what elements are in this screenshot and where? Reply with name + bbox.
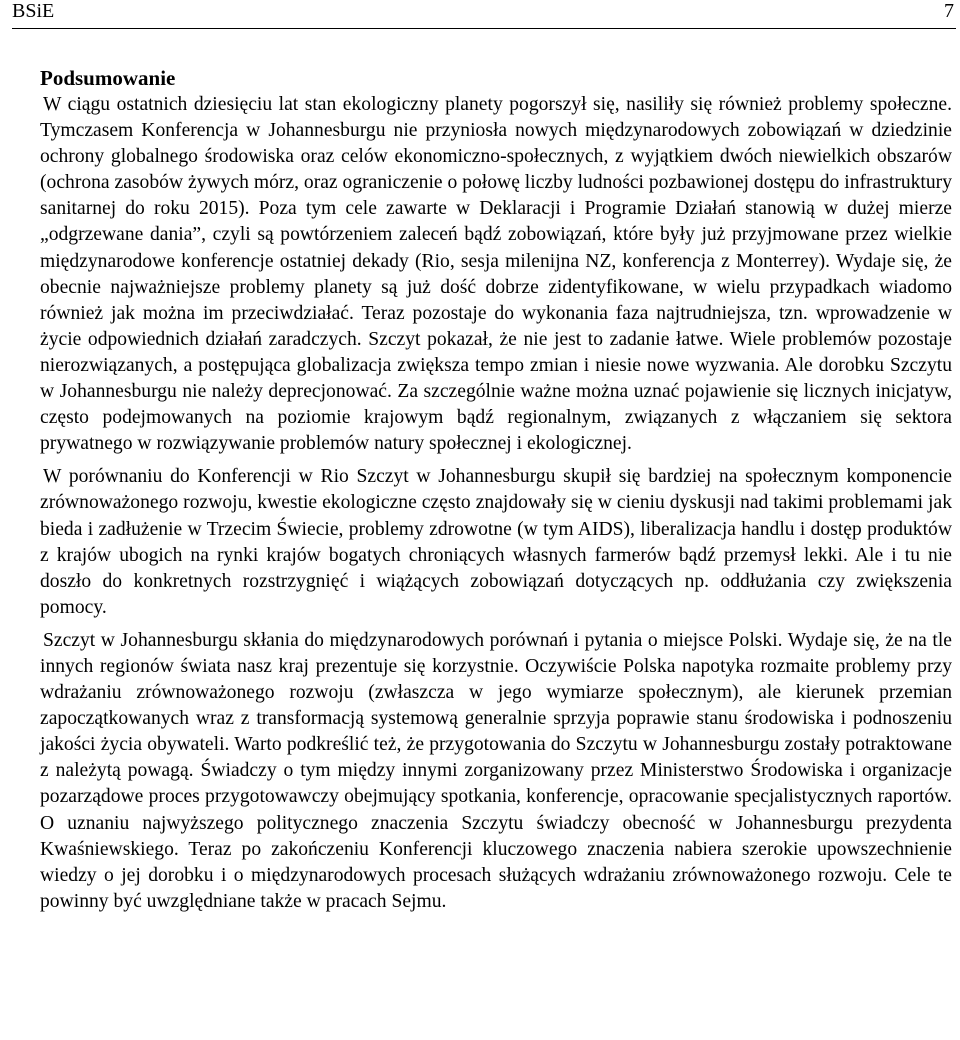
page-number: 7	[944, 0, 954, 22]
document-body	[40, 64, 952, 915]
paragraph-comparison-rio: W porównaniu do Konferencji w Rio Szczyt w Johannesburgu skupił się bardziej na społecznym komponencie zrównoważonego rozwoju, kwestie ekologiczne często znajdowały się w cieniu dyskusji nad takimi problemami jak bieda i zadłużenie w Trzecim Świecie, problemy zdrowotne (w tym AIDS), liberalizacja handlu i dostęp produktów z krajów ubogich na rynki krajów bogatych chroniących własnych farmerów bądź przemysł lekki. Ale i tu nie doszło do konkretnych rozstrzygnięć i wiążących zobowiązań dotyczących np. oddłużania czy zwiększenia pomocy.	[40, 466, 952, 618]
running-header	[12, 0, 956, 29]
paragraph-poland: Szczyt w Johannesburgu skłania do międzynarodowych porównań i pytania o miejsce Polski. Wydaje się, że na tle innych regionów świata nasz kraj prezentuje się korzystnie. Oczywiście Polska napotyka rozmaite problemy przy wdrażaniu zrównoważonego rozwoju (zwłaszcza w jego wymiarze społecznym), ale kierunek przemian zapoczątkowanych wraz z transformacją systemową generalnie sprzyja poprawie stanu środowiska i podnoszeniu jakości życia obywateli. Warto podkreślić też, że przygotowania do Szczytu w Johannesburgu zostały potraktowane z należytą powagą. Świadczy o tym między innymi zorganizowany przez Ministerstwo Środowiska i organizacje pozarządowe proces przygotowawczy obejmujący spotkania, konferencje, opracowanie specjalistycznych raportów. O uznaniu najwyższego politycznego znaczenia Szczytu świadczy obecność w Johannesburgu prezydenta Kwaśniewskiego. Teraz po zakończeniu Konferencji kluczowego znaczenia nabiera szerokie upowszechnienie wiedzy o jej dorobku i o międzynarodowych procesach służących wdrażaniu zrównoważonego rozwoju. Cele te powinny być uwzględniane także w pracach Sejmu.	[40, 629, 952, 912]
section-title: Podsumowanie	[40, 66, 176, 90]
header-brand: BSiE	[12, 0, 55, 22]
paragraph-summary: W ciągu ostatnich dziesięciu lat stan ekologiczny planety pogorszył się, nasiliły się również problemy społeczne. Tymczasem Konferencja w Johannesburgu nie przyniosła nowych międzynarodowych zobowiązań w dziedzinie ochrony globalnego środowiska oraz celów ekonomiczno-społecznych, z wyjątkiem dwóch niewielkich obszarów (ochrona zasobów żywych mórz, oraz ograniczenie o połowę liczby ludności pozbawionej dostępu do infrastruktury sanitarnej do roku 2015). Poza tym cele zawarte w Deklaracji i Programie Działań stanowią w dużej mierze „odgrzewane dania”, czyli są powtórzeniem zaleceń bądź zobowiązań, które były już przyjmowane przez wielkie międzynarodowe konferencje ostatniej dekady (Rio, sesja milenijna NZ, konferencja z Monterrey). Wydaje się, że obecnie najważniejsze problemy planety są już dość dobrze zidentyfikowane, w wielu przypadkach wiadomo również jak można im przeciwdziałać. Teraz pozostaje do wykonania faza najtrudniejsza, tzn. wprowadzenie w życie odpowiednich działań zaradczych. Szczyt pokazał, że nie jest to zadanie łatwe. Wiele problemów pozostaje nierozwiązanych, a postępująca globalizacja zwiększa tempo zmian i niesie nowe wyzwania. Ale dorobku Szczytu w Johannesburgu nie należy deprecjonować. Za szczególnie ważne można uznać pojawienie się licznych inicjatyw, często podejmowanych na poziomie krajowym bądź regionalnym, związanych z włączaniem się sektora prywatnego w rozwiązywanie problemów natury społecznej i ekologicznej.	[40, 94, 952, 455]
